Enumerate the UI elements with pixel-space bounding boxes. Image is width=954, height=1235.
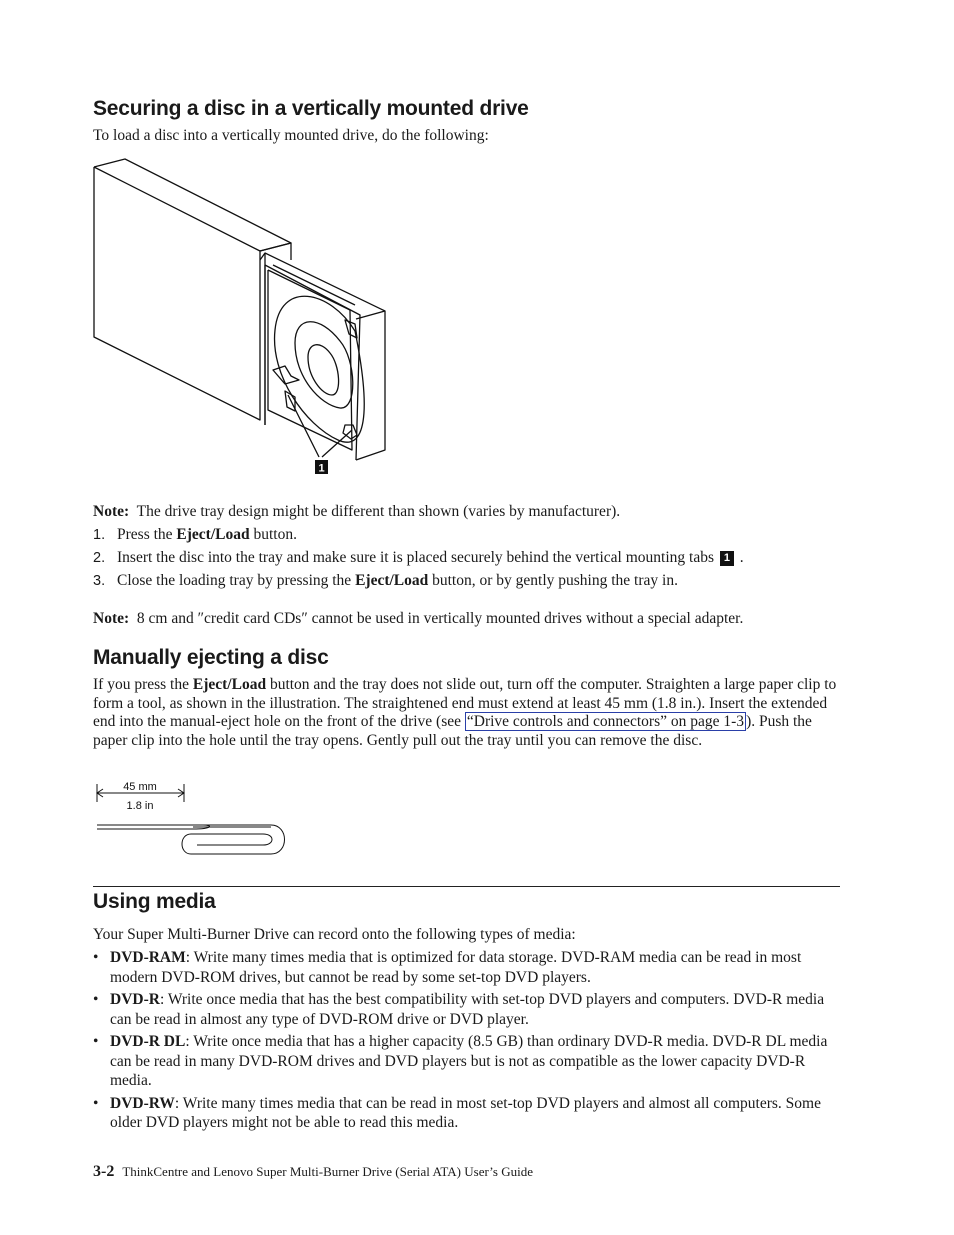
note-label: Note: (93, 503, 130, 520)
ejecting-paragraph (93, 676, 838, 750)
step-3 (93, 572, 853, 591)
list-item (93, 1032, 843, 1091)
step-text: Close the loading tray by pressing the (117, 572, 356, 589)
heading-manually-ejecting: Manually ejecting a disc (93, 646, 329, 669)
step-text-end: . (739, 549, 744, 566)
list-item (93, 1094, 843, 1133)
note-text: 8 cm and ″credit card CDs″ cannot be used in vertically mounted drives without a special adapter. (136, 610, 744, 627)
media-term: DVD-R (110, 991, 160, 1008)
drive-controls-link[interactable]: “Drive controls and connectors” on page 1-3 (466, 713, 745, 730)
callout-badge: 1 (720, 551, 734, 566)
page-footer (93, 1163, 533, 1181)
step-number: 3. (93, 573, 106, 589)
media-desc: : Write once media that has the best compatibility with set-top DVD players and computers. DVD-R media can be read in almost any type of DVD-ROM drive or DVD player. (110, 991, 825, 1028)
section-divider (93, 886, 840, 887)
loading-steps (93, 526, 853, 595)
adapter-note (93, 610, 838, 629)
step-text: Press the (117, 526, 177, 543)
heading-securing-disc: Securing a disc in a vertically mounted drive (93, 97, 529, 120)
list-item (93, 990, 843, 1029)
media-desc: : Write once media that has a higher capacity (8.5 GB) than ordinary DVD-R media. DVD-R DL media can be read in many DVD-ROM drives and DVD players but is not as compatible as the lower capacity DVD-R media. (110, 1033, 828, 1089)
note-text: The drive tray design might be different than shown (varies by manufacturer). (136, 503, 621, 520)
clip-length-in: 1.8 in (126, 800, 154, 812)
media-intro: Your Super Multi-Burner Drive can record onto the following types of media: (93, 926, 576, 943)
paper-clip-illustration (93, 778, 293, 860)
footer-title: ThinkCentre and Lenovo Super Multi-Burner Drive (Serial ATA) User’s Guide (122, 1164, 533, 1179)
step-number: 2. (93, 550, 106, 566)
media-term: DVD-RAM (110, 949, 186, 966)
eject-load-term: Eject/Load (192, 676, 267, 693)
eject-load-term: Eject/Load (355, 572, 429, 589)
page-number: 3-2 (93, 1163, 115, 1180)
vertical-drive-illustration (90, 155, 390, 480)
note-label: Note: (93, 610, 130, 627)
step-text: Insert the disc into the tray and make sure it is placed securely behind the vertical mounting tabs (117, 549, 718, 566)
step-text-end: button, or by gently pushing the tray in. (428, 572, 678, 589)
eject-load-term: Eject/Load (176, 526, 250, 543)
para-text: ). Push the paper clip into the hole until the tray opens. Gently pull out the tray until you can remove the disc. (93, 713, 812, 749)
step-2 (93, 549, 853, 568)
para-text: button and the tray does not slide out, turn off the computer. Straighten a large paper clip to form a tool, as shown in the illustration. The straightened end must extend at least 45 mm (1.8 in.). Insert the extended end into the manual-eject hole on the front of the drive (see (93, 676, 837, 730)
tray-note (93, 503, 838, 522)
step-number: 1. (93, 527, 106, 543)
step-text-end: button. (249, 526, 297, 543)
bullet-icon: • (93, 949, 99, 966)
media-term: DVD-RW (110, 1094, 175, 1112)
bullet-icon: • (93, 1094, 99, 1112)
bullet-icon: • (93, 1033, 99, 1050)
media-term: DVD-R DL (110, 1033, 186, 1050)
media-desc: : Write many times media that can be read in most set-top DVD players and almost all computers. Some older DVD players might not be able to read this media. (110, 1094, 821, 1131)
step-1 (93, 526, 853, 545)
figure-callout-number: 1 (318, 462, 325, 475)
clip-length-mm: 45 mm (123, 781, 157, 793)
bullet-icon: • (93, 991, 99, 1008)
intro-text: To load a disc into a vertically mounted drive, do the following: (93, 127, 489, 144)
list-item (93, 948, 843, 987)
heading-using-media: Using media (93, 890, 216, 913)
media-list (93, 948, 843, 1136)
media-desc: : Write many times media that is optimized for data storage. DVD-RAM media can be read in most modern DVD-ROM drives, but cannot be read by some set-top DVD players. (110, 949, 802, 986)
para-text: If you press the (93, 676, 193, 693)
